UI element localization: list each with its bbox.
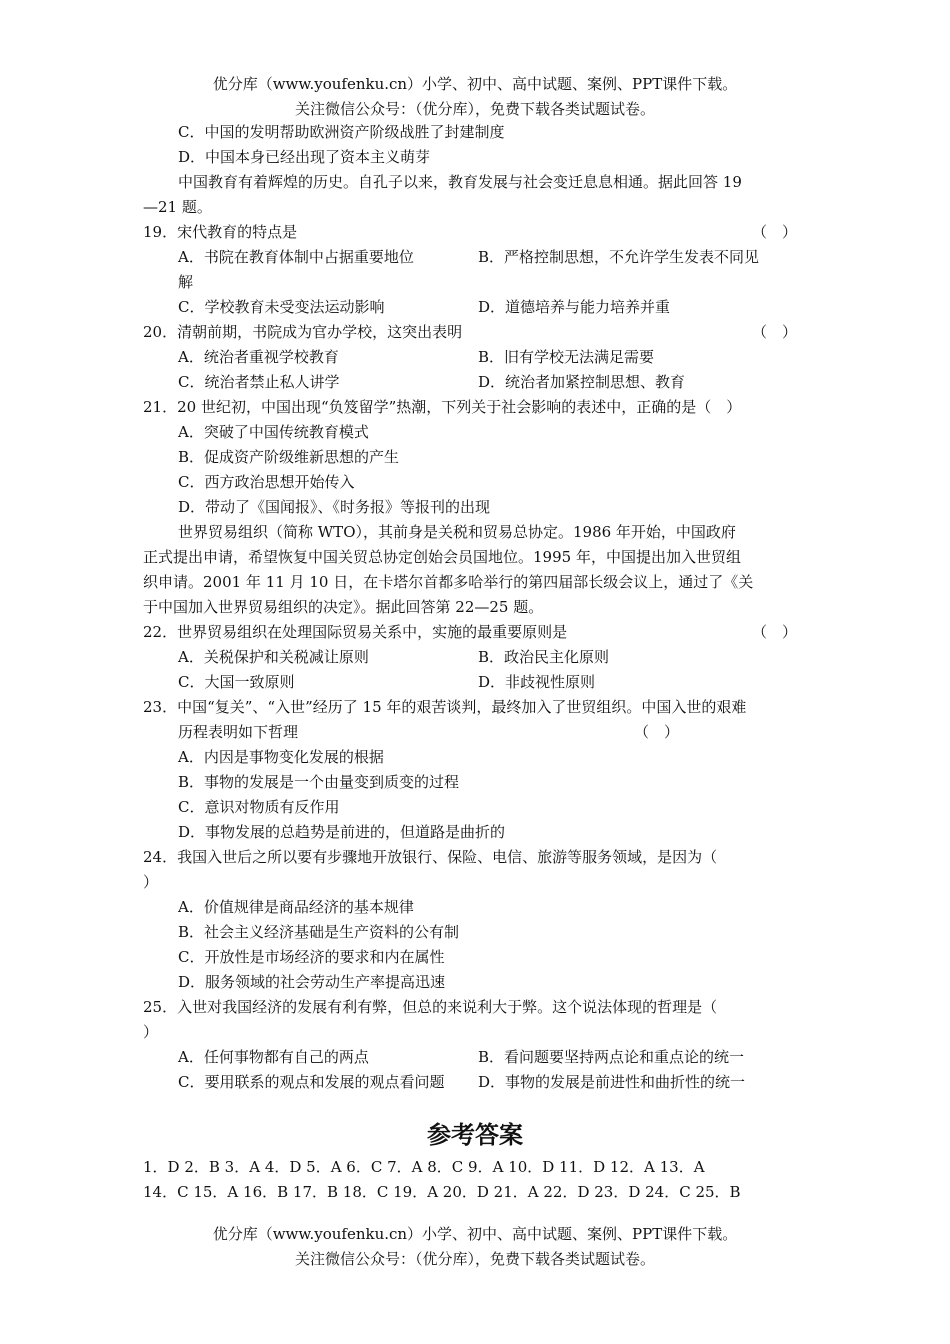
question-20-options-ab: [143, 345, 807, 370]
question-20-stem: 20．清朝前期，书院成为官办学校，这突出表明: [143, 323, 463, 341]
question-25-option-d: D．事物的发展是前进性和曲折性的统一: [478, 1073, 746, 1091]
question-22-options-cd: [143, 670, 807, 695]
footer-line-2: 关注微信公众号：（优分库），免费下载各类试题试卷。: [294, 1250, 655, 1268]
question-19-option-b-continued: 解: [178, 273, 194, 291]
question-22-stem: 22．世界贸易组织在处理国际贸易关系中，实施的最重要原则是: [143, 623, 568, 641]
question-19-option-b: B．严格控制思想，不允许学生发表不同见: [478, 248, 760, 266]
question-23-option-c: C．意识对物质有反作用: [178, 798, 340, 816]
question-19-options-cd: [143, 295, 807, 320]
question-22-option-d: D．非歧视性原则: [478, 673, 596, 691]
intro2-line-3: 织申请。2001 年 11 月 10 日，在卡塔尔首都多哈举行的第四届部长级会议上，通过了《关: [143, 573, 754, 591]
question-24-option-b: B．社会主义经济基础是生产资料的公有制: [178, 923, 460, 941]
question-23-stem-2-row: [143, 720, 807, 745]
question-20-answer-blank: （ ）: [751, 323, 797, 341]
intro2-line-1: 世界贸易组织（简称 WTO），其前身是关税和贸易总协定。1986 年开始，中国政府: [178, 523, 736, 541]
question-19-option-d: D．道德培养与能力培养并重: [478, 298, 671, 316]
question-20: [143, 320, 807, 345]
page-content: [143, 120, 807, 1205]
question-23-answer-blank: （ ）: [633, 723, 679, 741]
question-21-option-a: A．突破了中国传统教育模式: [178, 423, 369, 441]
question-19-answer-blank: （ ）: [751, 223, 797, 241]
question-25-option-a: A．任何事物都有自己的两点: [178, 1048, 369, 1066]
question-21-option-c: C．西方政治思想开始传入: [178, 473, 355, 491]
question-20-option-b: B．旧有学校无法满足需要: [478, 348, 655, 366]
question-21-stem: 21．20 世纪初，中国出现“负笈留学”热潮，下列关于社会影响的表述中，正确的是（ ）: [143, 398, 742, 416]
question-22-option-a: A．关税保护和关税减让原则: [178, 648, 369, 666]
intro2-line-4: 于中国加入世界贸易组织的决定》。据此回答第 22—25 题。: [143, 598, 544, 616]
footer-line-1: 优分库（www.youfenku.cn）小学、初中、高中试题、案例、PPT课件下载。: [212, 1225, 738, 1243]
question-20-option-c: C．统治者禁止私人讲学: [178, 373, 340, 391]
question-24-stem-2: ）: [143, 873, 159, 891]
question-23-option-a: A．内因是事物变化发展的根据: [178, 748, 384, 766]
question-19-option-a: A．书院在教育体制中占据重要地位: [178, 248, 414, 266]
header-line-2: 关注微信公众号：（优分库），免费下载各类试题试卷。: [294, 100, 655, 118]
prev-option-c: C．中国的发明帮助欧洲资产阶级战胜了封建制度: [178, 123, 505, 141]
page-header: [0, 72, 950, 122]
question-24-option-c: C．开放性是市场经济的要求和内在属性: [178, 948, 445, 966]
question-23-option-b: B．事物的发展是一个由量变到质变的过程: [178, 773, 460, 791]
question-20-option-d: D．统治者加紧控制思想、教育: [478, 373, 686, 391]
question-25-options-ab: [143, 1045, 807, 1070]
question-23-stem-2: 历程表明如下哲理: [178, 723, 299, 741]
intro2-line-2: 正式提出申请，希望恢复中国关贸总协定创始会员国地位。1995 年，中国提出加入世贸组: [143, 548, 741, 566]
question-19: [143, 220, 807, 245]
question-25-options-cd: [143, 1070, 807, 1095]
page-footer: [0, 1222, 950, 1272]
question-24-stem-1: 24．我国入世后之所以要有步骤地开放银行、保险、电信、旅游等服务领域，是因为（: [143, 848, 718, 866]
question-23-option-d: D．事物发展的总趋势是前进的，但道路是曲折的: [178, 823, 506, 841]
question-22: [143, 620, 807, 645]
question-20-option-a: A．统治者重视学校教育: [178, 348, 339, 366]
question-25-option-c: C．要用联系的观点和发展的观点看问题: [178, 1073, 445, 1091]
question-19-option-c: C．学校教育未受变法运动影响: [178, 298, 385, 316]
question-20-options-cd: [143, 370, 807, 395]
question-25-stem-2: ）: [143, 1023, 159, 1041]
intro1-line-1: 中国教育有着辉煌的历史。自孔子以来，教育发展与社会变迁息息相通。据此回答 19: [178, 173, 742, 191]
question-22-options-ab: [143, 645, 807, 670]
prev-option-d: D．中国本身已经出现了资本主义萌芽: [178, 148, 431, 166]
answer-key-line-2: 14．C 15．A 16．B 17．B 18．C 19．A 20．D 21．A 22．D 23．D 24．C 25．B: [143, 1183, 741, 1201]
question-21-option-b: B．促成资产阶级维新思想的产生: [178, 448, 400, 466]
question-19-options-ab: [143, 245, 807, 270]
question-23-stem-1: 23．中国“复关”、“入世”经历了 15 年的艰苦谈判，最终加入了世贸组织。中国入世的艰难: [143, 698, 747, 716]
question-22-answer-blank: （ ）: [751, 623, 797, 641]
question-25-option-b: B．看问题要坚持两点论和重点论的统一: [478, 1048, 745, 1066]
question-19-stem: 19．宋代教育的特点是: [143, 223, 298, 241]
question-21-option-d: D．带动了《国闻报》、《时务报》等报刊的出现: [178, 498, 491, 516]
question-22-option-c: C．大国一致原则: [178, 673, 295, 691]
question-24-option-a: A．价值规律是商品经济的基本规律: [178, 898, 414, 916]
question-25-stem-1: 25．入世对我国经济的发展有利有弊，但总的来说利大于弊。这个说法体现的哲理是（: [143, 998, 718, 1016]
question-24-option-d: D．服务领域的社会劳动生产率提高迅速: [178, 973, 446, 991]
header-line-1: 优分库（www.youfenku.cn）小学、初中、高中试题、案例、PPT课件下载。: [212, 75, 738, 93]
question-22-option-b: B．政治民主化原则: [478, 648, 610, 666]
answer-key-line-1: 1．D 2．B 3．A 4．D 5．A 6．C 7．A 8．C 9．A 10．D 11．D 12．A 13．A: [143, 1158, 705, 1176]
intro1-line-2: —21 题。: [143, 198, 212, 216]
answer-key-title: 参考答案: [427, 1121, 523, 1149]
